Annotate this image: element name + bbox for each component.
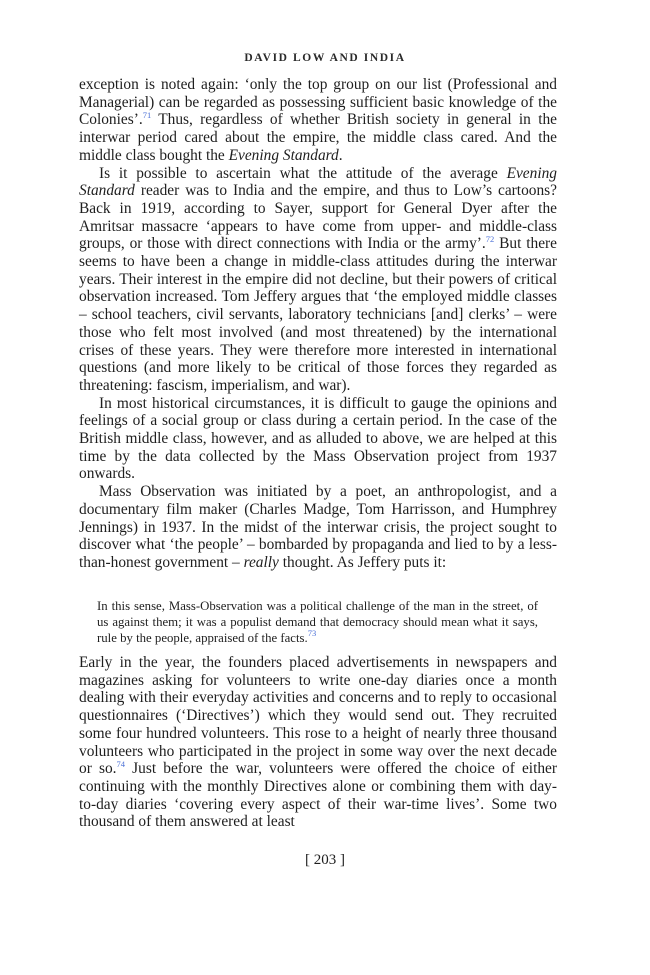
footnote-marker[interactable]: 73 [307,628,317,638]
footnote-marker[interactable]: 71 [142,110,152,121]
paragraph-text: Is it possible to ascertain what the attitude of the average [99,164,507,182]
body-text-block [79,654,557,831]
paragraph-text: But there seems to have been a change in middle-class attitudes during the interwar years. Their interest in the empire did not decline, but their powers of critical observation increased. Tom Jeffery argues that ‘the employed middle classes – school teachers, civil servants, laboratory technicians [and] clerks’ – were those who felt most involved (and most threatened) by the international crises of these years. They were therefore more interested in international questions (and more likely to be critical of those forces they regarded as threatening: fascism, imperialism, and war). [79,235,557,394]
paragraph-text: . [338,146,343,164]
quote-paragraph [97,598,538,646]
paragraph-text: Mass Observation was initiated by a poet, an anthropologist, and a documentary film maker (Charles Madge, Tom Harrisson, and Humphrey Jennings) in 1937. In the midst of the interwar crisis, the project sought to discover what ‘the people’ – bombarded by propaganda and lied to by a less-than-honest government – [79,483,557,571]
paragraph-2 [79,165,557,395]
italic-title: Evening Standard [79,164,557,200]
block-quote [97,598,538,646]
running-header: DAVID LOW AND INDIA [244,52,406,64]
paragraph-text: thought. As Jeffery puts it: [278,553,447,571]
paragraph-1 [79,76,557,165]
paragraph-4 [79,483,557,572]
paragraph-text: In most historical circumstances, it is difficult to gauge the opinions and feelings of a social group or class during a certain period. In the case of the British middle class, however, and as alluded to above, we are helped at this time by the data collected by the Mass Observation project from 1937 onwards. [79,394,557,483]
paragraph-text: Early in the year, the founders placed advertisements in newspapers and magazines asking for volunteers to write one-day diaries once a month dealing with their everyday activities and concerns and to reply to occasional questionnaires (‘Directives’) which they would send out. They recruited some four hundred volunteers. This rose to a height of nearly three thousand volunteers who participated in the project in some way over the next decade or so. [79,654,557,778]
body-text-block [79,76,557,572]
italic-emphasis: really [243,553,279,571]
footnote-marker[interactable]: 72 [485,234,495,245]
paragraph-3 [79,395,557,484]
paragraph-text: reader was to India and the empire, and thus to Low’s cartoons? Back in 1919, according to Sayer, support for General Dyer after the Amritsar massacre ‘appears to have come from upper- and middle-class groups, or those with direct connections with India or the army’. [79,182,557,253]
paragraph-text: Just before the war, volunteers were offered the choice of either continuing with the monthly Directives alone or combining them with day-to-day diaries ‘covering every aspect of their war-time lives’. Some two thousand of them answered at least [79,760,558,831]
paragraph-text: exception is noted again: ‘only the top group on our list (Professional and Managerial) can be regarded as possessing sufficient basic knowledge of the Colonies’. [79,76,557,129]
paragraph-text: Thus, regardless of whether British society in general in the interwar period cared about the empire, the middle class cared. And the middle class bought the [79,111,557,164]
italic-title: Evening Standard [228,146,339,164]
page-number: [ 203 ] [305,852,345,868]
quote-text: In this sense, Mass-Observation was a political challenge of the man in the street, of us against them; it was a populist demand that democracy should mean what it says, rule by the people, appraised of the facts. [97,599,538,645]
paragraph-5 [79,654,557,831]
footnote-marker[interactable]: 74 [116,759,126,770]
